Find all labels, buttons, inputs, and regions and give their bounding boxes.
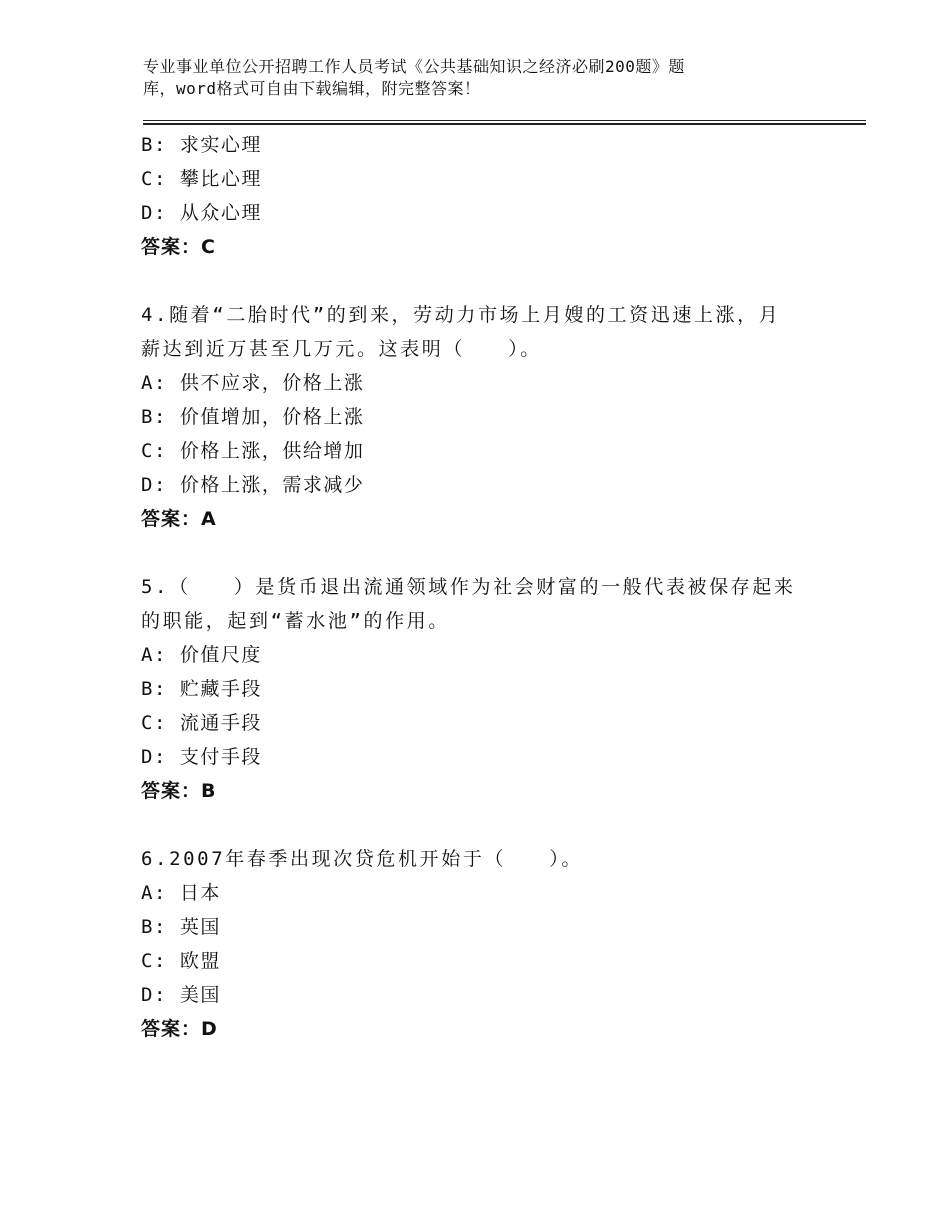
answer-label: 答案：A	[141, 508, 217, 530]
option-c: C: 欧盟	[141, 950, 221, 972]
question-list	[141, 128, 821, 1046]
question-3	[141, 128, 821, 264]
option-b: B: 贮藏手段	[141, 678, 262, 700]
spacer	[141, 264, 821, 298]
option-c: C: 流通手段	[141, 712, 262, 734]
option-d: D: 价格上涨，需求减少	[141, 474, 365, 496]
option-d: D: 美国	[141, 984, 221, 1006]
option-b: B: 价值增加，价格上涨	[141, 406, 365, 428]
header-divider	[143, 120, 866, 125]
answer-label: 答案：D	[141, 1018, 218, 1040]
question-stem-line-2: 的职能，起到“蓄水池”的作用。	[141, 610, 450, 632]
option-c: C: 价格上涨，供给增加	[141, 440, 365, 462]
question-5	[141, 570, 821, 808]
header-line-1: 专业事业单位公开招聘工作人员考试《公共基础知识之经济必刷200题》题	[143, 57, 685, 76]
option-c: C: 攀比心理	[141, 168, 262, 190]
answer-label: 答案：B	[141, 780, 217, 802]
question-6	[141, 842, 821, 1046]
question-stem-line-1: 5.（ ）是货币退出流通领域作为社会财富的一般代表被保存起来	[141, 576, 796, 598]
question-stem-line-1: 4.随着“二胎时代”的到来，劳动力市场上月嫂的工资迅速上涨，月	[141, 304, 781, 326]
spacer	[141, 808, 821, 842]
option-b: B: 求实心理	[141, 134, 262, 156]
question-stem-line-1: 6.2007年春季出现次贷危机开始于（ ）。	[141, 848, 583, 870]
answer-label: 答案：C	[141, 236, 216, 258]
document-header	[143, 56, 783, 100]
question-4	[141, 298, 821, 536]
option-a: A: 日本	[141, 882, 221, 904]
option-a: A: 供不应求，价格上涨	[141, 372, 365, 394]
option-d: D: 从众心理	[141, 202, 262, 224]
option-d: D: 支付手段	[141, 746, 262, 768]
header-line-2: 库，word格式可自由下载编辑，附完整答案！	[143, 79, 481, 98]
question-stem-line-2: 薪达到近万甚至几万元。这表明（ ）。	[141, 338, 542, 360]
option-a: A: 价值尺度	[141, 644, 262, 666]
option-b: B: 英国	[141, 916, 221, 938]
spacer	[141, 536, 821, 570]
